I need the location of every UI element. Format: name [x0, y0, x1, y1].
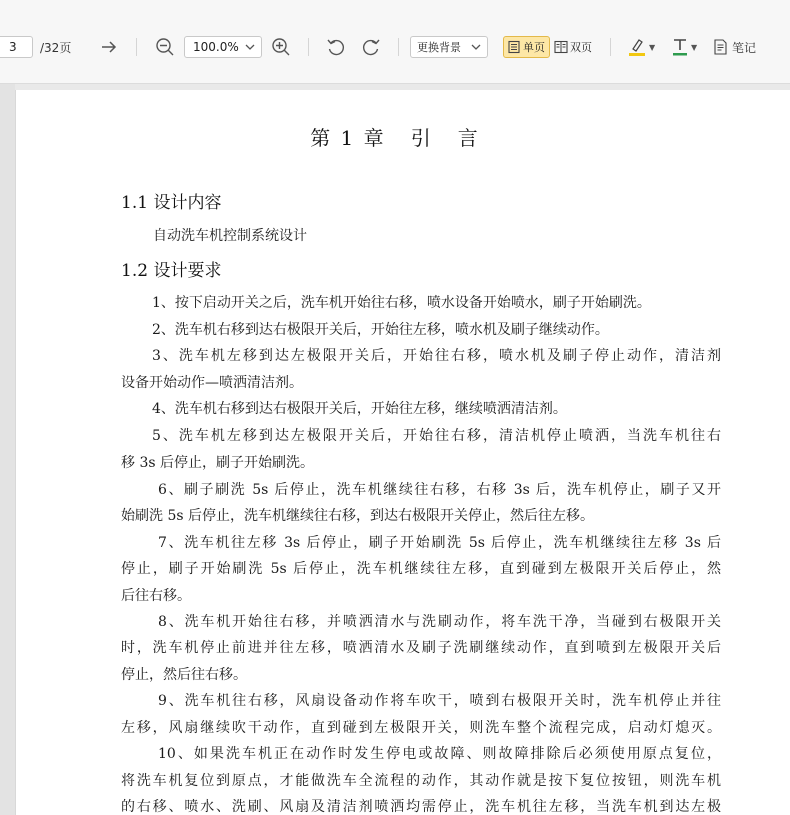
notes-button[interactable] — [713, 36, 756, 58]
requirement-line: 后往右移。 — [121, 588, 191, 604]
requirement-line: 移 3s 后停止，刷子开始刷洗。 — [121, 455, 314, 471]
requirement-line: 10、如果洗车机正在动作时发生停电或故障、则故障排除后必须使用原点复位， — [158, 746, 721, 762]
chevron-down-icon: ▼ — [649, 42, 656, 52]
section-body-1-1: 自动洗车机控制系统设计 — [153, 228, 307, 244]
double-page-icon — [554, 40, 568, 54]
double-page-button[interactable] — [551, 36, 598, 58]
next-page-button[interactable] — [98, 36, 120, 58]
chevron-down-icon — [245, 43, 255, 51]
text-color-icon — [672, 37, 688, 57]
requirement-line: 停止，刷子开始刷洗 5s 后停止，洗车机继续往左移，直到碰到左极限开关后停止，然 — [121, 561, 721, 577]
chevron-down-icon — [471, 43, 481, 51]
undo-icon — [326, 37, 346, 57]
single-page-icon — [507, 40, 521, 54]
arrow-right-icon — [100, 38, 118, 56]
chapter-title: 第 1 章 引 言 — [310, 126, 480, 150]
requirement-line: 设备开始动作—喷洒清洁剂。 — [121, 375, 303, 391]
requirement-line: 1、按下启动开关之后，洗车机开始往右移，喷水设备开始喷水，刷子开始刷洗。 — [152, 295, 651, 311]
zoom-in-icon — [271, 37, 291, 57]
notes-label: 笔记 — [732, 40, 757, 55]
section-heading-1-1: 1.1 设计内容 — [121, 193, 222, 213]
requirement-line: 2、洗车机右移到达右极限开关后，开始往左移，喷水机及刷子继续动作。 — [152, 322, 609, 338]
zoom-select[interactable] — [184, 36, 262, 58]
requirement-line: 的右移、喷水、洗刷、风扇及清洁剂喷洒均需停止，洗车机往左移，当洗车机到达左极 — [121, 799, 721, 815]
single-page-button[interactable] — [503, 36, 550, 58]
double-page-label: 双页 — [570, 41, 592, 54]
requirement-line: 始刷洗 5s 后停止，洗车机继续往右移，到达右极限开关停止，然后往左移。 — [121, 508, 594, 524]
requirement-line: 9、洗车机往右移，风扇设备动作将车吹干，喷到右极限开关时，洗车机停止并往 — [158, 693, 721, 709]
page-number-input[interactable] — [0, 36, 33, 58]
requirement-line: 4、洗车机右移到达右极限开关后，开始往左移，继续喷洒清洁剂。 — [152, 401, 567, 417]
sidebar-gutter — [0, 84, 15, 815]
requirement-line: 6、刷子刷洗 5s 后停止，洗车机继续往右移，右移 3s 后，洗车机停止，刷子又开 — [158, 482, 721, 498]
requirement-line: 将洗车机复位到原点，才能做洗车全流程的动作，其动作就是按下复位按钮，则洗车机 — [121, 773, 721, 789]
change-background-select[interactable] — [410, 36, 488, 58]
zoom-in-button[interactable] — [270, 36, 292, 58]
chevron-down-icon: ▼ — [691, 42, 698, 52]
change-background-label: 更换背景 — [417, 41, 461, 54]
requirement-line: 左移，风扇继续吹干动作，直到碰到左极限开关，则洗车整个流程完成，启动灯熄灭。 — [121, 720, 721, 736]
zoom-out-button[interactable] — [154, 36, 176, 58]
requirement-line: 7、洗车机往左移 3s 后停止，刷子开始刷洗 5s 后停止，洗车机继续往左移 3s 后 — [158, 535, 721, 551]
requirement-line: 5、洗车机左移到达左极限开关后，开始往右移，清洁机停止喷洒，当洗车机往右 — [152, 428, 721, 444]
rotate-right-button[interactable] — [360, 36, 382, 58]
page-total-label: /32页 — [40, 40, 72, 55]
zoom-level-value: 100.0% — [193, 40, 239, 54]
zoom-out-icon — [155, 37, 175, 57]
requirement-line: 8、洗车机开始往右移，并喷洒清水与洗刷动作，将车洗干净，当碰到右极限开关 — [158, 614, 721, 630]
single-page-label: 单页 — [523, 41, 545, 54]
requirement-line: 3、洗车机左移到达左极限开关后，开始往右移，喷水机及刷子停止动作，清洁剂 — [152, 348, 721, 364]
rotate-left-button[interactable] — [325, 36, 347, 58]
highlighter-icon — [628, 37, 646, 57]
viewer-toolbar — [0, 0, 790, 84]
text-color-button[interactable] — [672, 36, 697, 58]
redo-icon — [361, 37, 381, 57]
requirement-line: 时，洗车机停止前进并往左移，喷洒清水及刷子洗刷继续动作，直到喷到左极限开关后 — [121, 640, 721, 656]
notes-icon — [713, 39, 728, 55]
highlighter-button[interactable] — [628, 36, 655, 58]
section-heading-1-2: 1.2 设计要求 — [121, 261, 222, 281]
requirement-line: 停止，然后往右移。 — [121, 667, 247, 683]
